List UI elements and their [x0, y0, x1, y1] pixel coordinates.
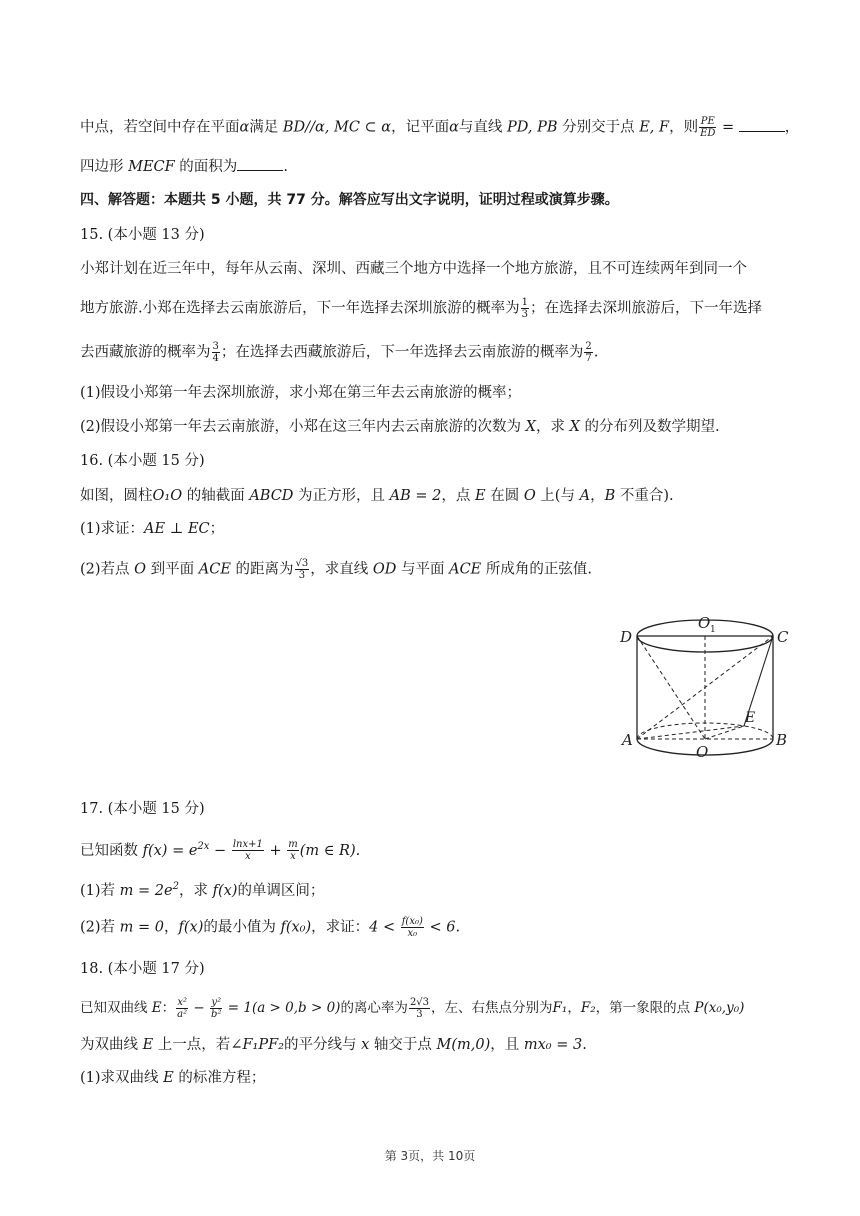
- numerator: y²: [211, 997, 222, 1008]
- text: ，左、右焦点分别为: [431, 1000, 553, 1016]
- math: E: [163, 1070, 174, 1086]
- math: ACE: [198, 561, 231, 578]
- math: +: [264, 842, 287, 859]
- cylinder-figure: [618, 612, 798, 782]
- answer-blank: [237, 156, 283, 171]
- text: 已知双曲线: [80, 1000, 152, 1016]
- label-O1-subscript: 1: [710, 625, 716, 635]
- text: ，求直线: [310, 561, 373, 578]
- text: ，求证：: [311, 919, 370, 936]
- fraction: [584, 341, 592, 364]
- math: < 6.: [424, 919, 461, 936]
- text-line: [80, 997, 800, 1020]
- math: = 1(a > 0,b > 0): [223, 1000, 341, 1016]
- text: ；: [209, 521, 225, 537]
- text: 的平分线与: [283, 1037, 362, 1053]
- fraction: [401, 916, 424, 939]
- math: ACE: [449, 561, 482, 578]
- math: M(m,0): [436, 1037, 491, 1053]
- text: ；在选择去西藏旅游后，下一年选择去云南旅游的概率为: [220, 344, 584, 361]
- question-heading: 16. (本小题 15 分): [80, 453, 205, 469]
- math: AE ⊥ EC: [144, 521, 210, 537]
- question-heading: 17. (本小题 15 分): [80, 801, 205, 817]
- text-line: [80, 836, 800, 862]
- label-O: O: [696, 743, 709, 761]
- question-heading: 18. (本小题 17 分): [80, 961, 205, 977]
- text: 如图，圆柱: [80, 488, 153, 504]
- fraction: [409, 997, 430, 1020]
- math: P(x₀,y₀): [694, 1000, 745, 1016]
- math: f(x₀): [280, 919, 312, 936]
- denominator: 3: [416, 1009, 423, 1020]
- label-A: A: [622, 731, 633, 749]
- superscript: 2: [172, 881, 179, 892]
- denominator: 4: [212, 353, 219, 364]
- label-D: D: [620, 628, 633, 646]
- math: =: [717, 119, 739, 136]
- math: x: [361, 1037, 370, 1053]
- denominator: x₀: [407, 928, 418, 939]
- text: 的最小值为: [203, 919, 281, 936]
- text: ，求: [535, 419, 570, 435]
- numerator: 3: [212, 341, 219, 352]
- text: 到平面: [146, 561, 199, 578]
- label-C: C: [777, 628, 789, 646]
- math: α: [449, 119, 459, 136]
- text: 的单调区间；: [237, 882, 325, 899]
- math: ABCD: [249, 488, 294, 504]
- math: mx₀ = 3: [523, 1037, 583, 1053]
- text-line: [80, 1034, 800, 1056]
- denominator: ED: [700, 128, 716, 139]
- text-line: [80, 1067, 800, 1089]
- question-heading: 15. (本小题 13 分): [80, 227, 205, 243]
- numerator: √3: [295, 558, 309, 569]
- math: O₁O: [152, 488, 183, 504]
- numerator: x²: [177, 997, 187, 1008]
- numerator: lnx+1: [232, 839, 263, 851]
- math: ∠F₁PF₂: [230, 1037, 284, 1053]
- math: m = 2e: [119, 882, 173, 899]
- math: O: [523, 488, 536, 504]
- math: (m ∈ R).: [299, 842, 361, 859]
- numerator: f(x₀): [401, 916, 423, 927]
- text: 的离心率为: [340, 1000, 408, 1016]
- text-line: [80, 558, 800, 581]
- segment-OE: [705, 726, 744, 739]
- denominator: 3: [298, 570, 306, 581]
- text-line: [80, 116, 800, 139]
- math: MECF: [128, 159, 175, 175]
- text-line: 小郑计划在近三年中，每年从云南、深圳、西藏三个地方中选择一个地方旅游，且不可连续两年到同一个: [80, 261, 747, 277]
- math: BD//α, MC ⊂ α: [282, 119, 392, 136]
- text: ，第一象限的点: [595, 1000, 695, 1016]
- text: 与直线: [458, 119, 507, 136]
- math: F₂: [580, 1000, 596, 1016]
- text: (1)求双曲线: [80, 1070, 164, 1086]
- numerator: m: [288, 839, 298, 851]
- math: f(x): [178, 919, 204, 936]
- text: 的轴截面: [182, 488, 250, 504]
- text-line: [80, 297, 800, 320]
- text-line: [80, 485, 800, 507]
- math: B: [604, 488, 616, 504]
- text-line: [80, 876, 800, 902]
- text-line: [80, 518, 800, 540]
- math: OD: [372, 561, 397, 578]
- numerator: PE: [700, 116, 715, 127]
- math: F₁: [552, 1000, 568, 1016]
- text: (2)若点: [80, 561, 135, 578]
- segment-AE: [637, 726, 744, 739]
- text: ，求: [178, 882, 213, 899]
- text: 上(与: [535, 488, 580, 504]
- math: O: [134, 561, 147, 578]
- math: 4 <: [369, 919, 400, 936]
- text: (2)若: [80, 919, 120, 936]
- math: X: [569, 419, 580, 435]
- math: PD, PB: [506, 119, 558, 136]
- text: 为正方形，且: [293, 488, 390, 504]
- denominator: 3: [521, 309, 528, 320]
- denominator: x: [245, 851, 251, 863]
- text: ，且: [490, 1037, 524, 1053]
- text-line: (1)假设小郑第一年去深圳旅游，求小郑在第三年去云南旅游的概率；: [80, 385, 522, 401]
- text: ，点: [441, 488, 475, 504]
- text: ，: [164, 919, 179, 936]
- text: 的标准方程；: [173, 1070, 266, 1086]
- text: ：: [161, 1000, 176, 1016]
- math: −: [209, 842, 231, 859]
- text: 不重合).: [615, 488, 674, 504]
- text: 地方旅游.小郑在选择去云南旅游后，下一年选择去深圳旅游的概率为: [80, 300, 520, 317]
- numerator: 1: [521, 297, 528, 308]
- text: .: [593, 344, 599, 361]
- math: E: [142, 1037, 154, 1053]
- numerator: 2: [585, 341, 592, 352]
- text: 四边形: [80, 159, 129, 175]
- math: −: [189, 1000, 210, 1016]
- label-B: B: [776, 731, 788, 749]
- math: f(x): [212, 882, 238, 899]
- math: E, F: [639, 119, 670, 136]
- page-footer: 第 3页，共 10页: [384, 1149, 476, 1163]
- math: X: [525, 419, 536, 435]
- text: ；在选择去深圳旅游后，下一年选择: [529, 300, 762, 317]
- text: ，: [567, 1000, 581, 1016]
- text: (1)若: [80, 882, 120, 899]
- fraction: [295, 558, 310, 581]
- fraction: [210, 997, 222, 1020]
- text: 的距离为: [230, 561, 294, 578]
- text: .: [283, 159, 288, 175]
- math: E: [475, 488, 486, 504]
- text: 已知函数: [80, 842, 143, 859]
- math: f(x) = e: [142, 842, 198, 859]
- math: A: [579, 488, 591, 504]
- label-E: E: [745, 710, 756, 726]
- text: (1)求证：: [80, 521, 145, 537]
- text: 中点，若空间中存在平面: [80, 119, 240, 136]
- numerator: 2√3: [409, 997, 430, 1008]
- text: ，则: [669, 119, 699, 136]
- fraction: [287, 839, 298, 862]
- label-O1: O: [698, 614, 711, 632]
- fraction: [521, 297, 529, 320]
- text: ，记平面: [391, 119, 450, 136]
- superscript: 2x: [197, 841, 210, 852]
- denominator: 7: [585, 353, 592, 364]
- text: 轴交于点: [369, 1037, 437, 1053]
- text: 去西藏旅游的概率为: [80, 344, 211, 361]
- text: (2)假设小郑第一年去云南旅游，小郑在这三年内去云南旅游的次数为: [80, 419, 526, 435]
- section-heading: 四、解答题：本题共 5 小题，共 77 分。解答应写出文字说明，证明过程或演算步骤。: [80, 192, 619, 208]
- denominator: x: [290, 851, 296, 863]
- denominator: a²: [177, 1009, 188, 1020]
- text: 为双曲线: [80, 1037, 143, 1053]
- text: 的面积为: [174, 159, 238, 175]
- text: 满足: [249, 119, 283, 136]
- text-line: [80, 341, 800, 364]
- text-line: [80, 916, 800, 939]
- text: 的分布列及数学期望.: [579, 419, 720, 435]
- math: m = 0: [119, 919, 164, 936]
- fraction: [699, 116, 716, 139]
- answer-blank: [739, 117, 785, 132]
- text-line: [80, 416, 800, 438]
- text: 上一点，若: [153, 1037, 231, 1053]
- fraction: [232, 839, 264, 862]
- fraction: [176, 997, 188, 1020]
- text: 所成角的正弦值.: [481, 561, 592, 578]
- math: AB = 2: [389, 488, 442, 504]
- text-line: [80, 156, 800, 178]
- math: α: [239, 119, 250, 136]
- denominator: b²: [211, 1009, 222, 1020]
- math: E: [151, 1000, 162, 1016]
- fraction: [212, 341, 220, 364]
- text: ，: [590, 488, 605, 504]
- text: 与平面: [396, 561, 450, 578]
- text: 在圆: [485, 488, 524, 504]
- text: .: [582, 1037, 587, 1053]
- text: 分别交于点: [557, 119, 640, 136]
- text: ，: [784, 119, 800, 136]
